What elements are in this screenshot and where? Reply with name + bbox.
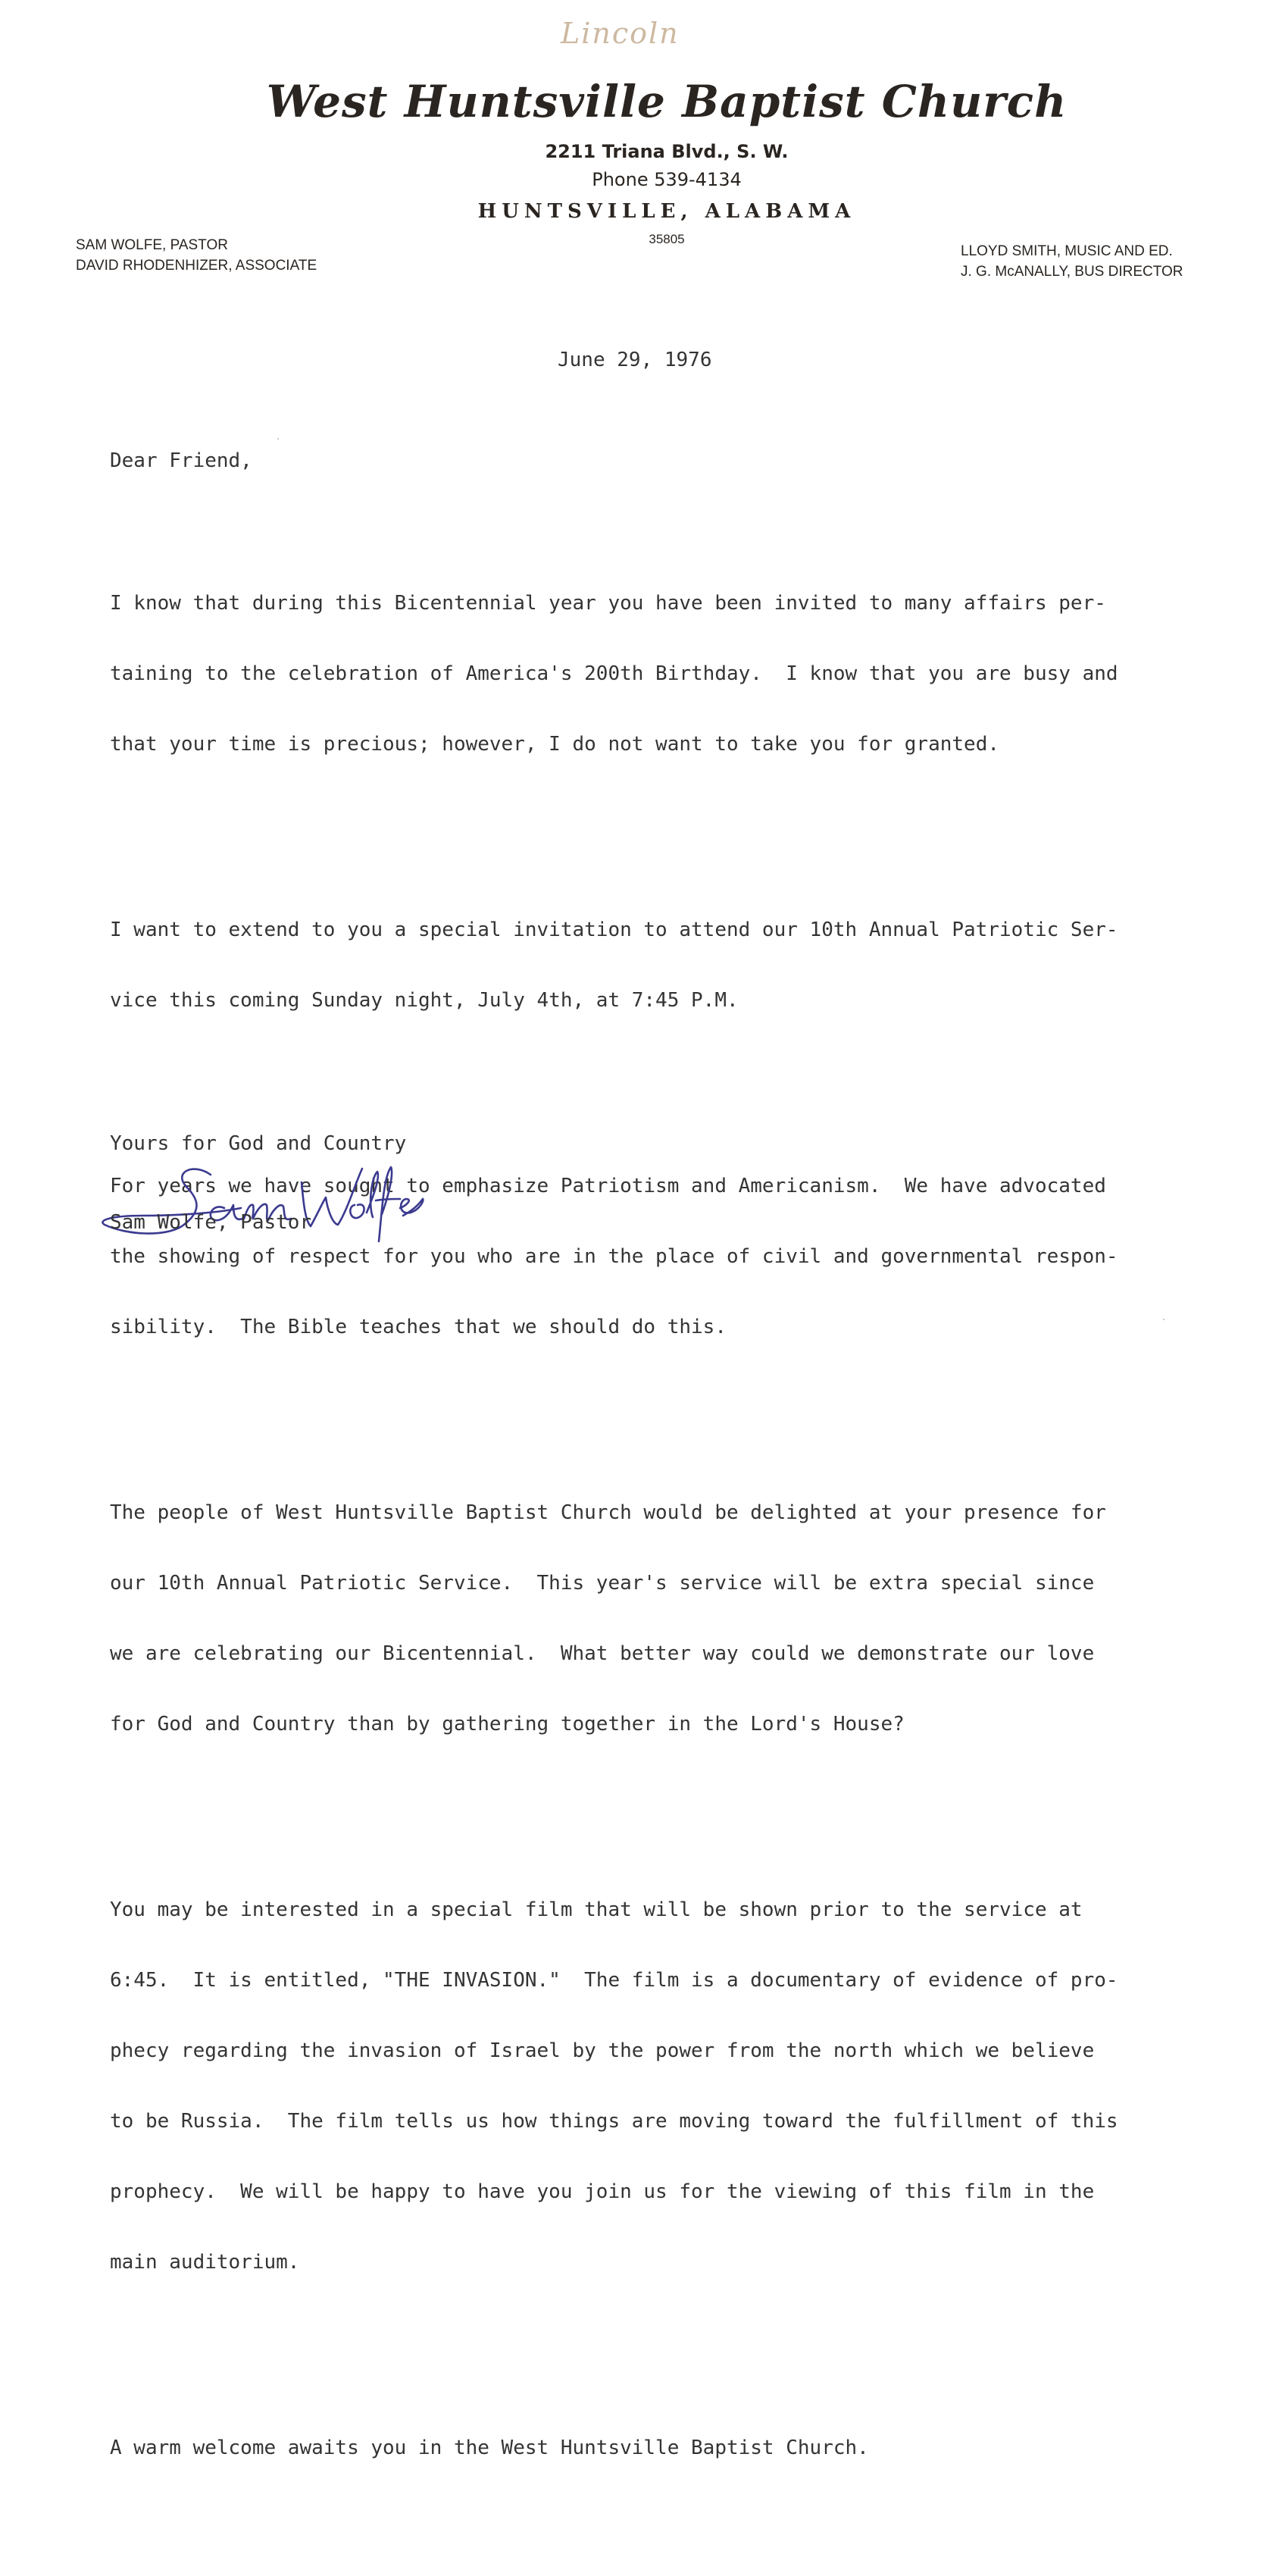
scan-speck [1163,1319,1165,1320]
body-line: taining to the celebration of America's 200th Birthday. I know that you are busy and [110,662,1118,685]
scan-speck [277,438,279,440]
body-line: prophecy. We will be happy to have you join us for the viewing of this film in the [110,2180,1095,2203]
body-line: we are celebrating our Bicentennial. What better way could we demonstrate our love [110,1642,1095,1665]
body-line: phecy regarding the invasion of Israel by the power from the north which we believe [110,2039,1095,2062]
staff-music: LLOYD SMITH, MUSIC AND ED. [961,243,1173,259]
church-address: 2211 Triana Blvd., S. W. [545,141,789,162]
paragraph-1 [110,546,1201,803]
body-line: The people of West Huntsville Baptist Church would be delighted at your presence for [110,1501,1106,1524]
body-line: I want to extend to you a special invitation to attend our 10th Annual Patriotic Ser- [110,919,1118,941]
staff-list-right [961,241,1183,282]
body-line: to be Russia. The film tells us how things are moving toward the fulfillment of this [110,2110,1118,2133]
paragraph-6 [110,2390,1201,2506]
body-line: sibility. The Bible teaches that we should do this. [110,1316,727,1338]
church-zip: 35805 [649,232,685,246]
body-line: the showing of respect for you who are in the place of civil and governmental respon- [110,1245,1118,1268]
body-line: our 10th Annual Patriotic Service. This year's service will be extra special since [110,1572,1095,1595]
staff-bus-director: J. G. McANALLY, BUS DIRECTOR [961,264,1183,280]
church-name: West Huntsville Baptist Church [266,76,1068,127]
body-line: that your time is precious; however, I do not want to take you for granted. [110,733,999,756]
body-line: You may be interested in a special film that will be shown prior to the service at [110,1898,1083,1921]
church-city: HUNTSVILLE, ALABAMA [477,200,856,223]
body-line: 6:45. It is entitled, "THE INVASION." The film is a documentary of evidence of pro- [110,1969,1118,1992]
body-line: for God and Country than by gathering together in the Lord's House? [110,1713,905,1736]
paragraph-2 [110,872,1201,1059]
letter-body [110,500,1201,2576]
body-line: For years we have sought to emphasize Patriotism and Americanism. We have advocated [110,1175,1106,1197]
body-line: vice this coming Sunday night, July 4th, at 7:45 P.M. [110,989,739,1012]
paragraph-5 [110,1852,1201,2321]
staff-pastor: SAM WOLFE, PASTOR [76,237,228,253]
letter-salutation: Dear Friend, [110,449,252,472]
church-phone: Phone 539-4134 [592,169,742,190]
staff-list-left [76,235,317,276]
letter-closing: Yours for God and Country [110,1132,407,1155]
staff-associate: DAVID RHODENHIZER, ASSOCIATE [76,258,317,274]
signer-name: Sam Wolfe, Pastor [110,1211,312,1234]
paragraph-4 [110,1455,1201,1783]
pencil-annotation: Lincoln [561,17,680,50]
body-line: I know that during this Bicentennial year you have been invited to many affairs per- [110,592,1106,615]
letter-date: June 29, 1976 [558,349,712,371]
body-line: A warm welcome awaits you in the West Huntsville Baptist Church. [110,2437,869,2459]
body-line: main auditorium. [110,2251,300,2274]
